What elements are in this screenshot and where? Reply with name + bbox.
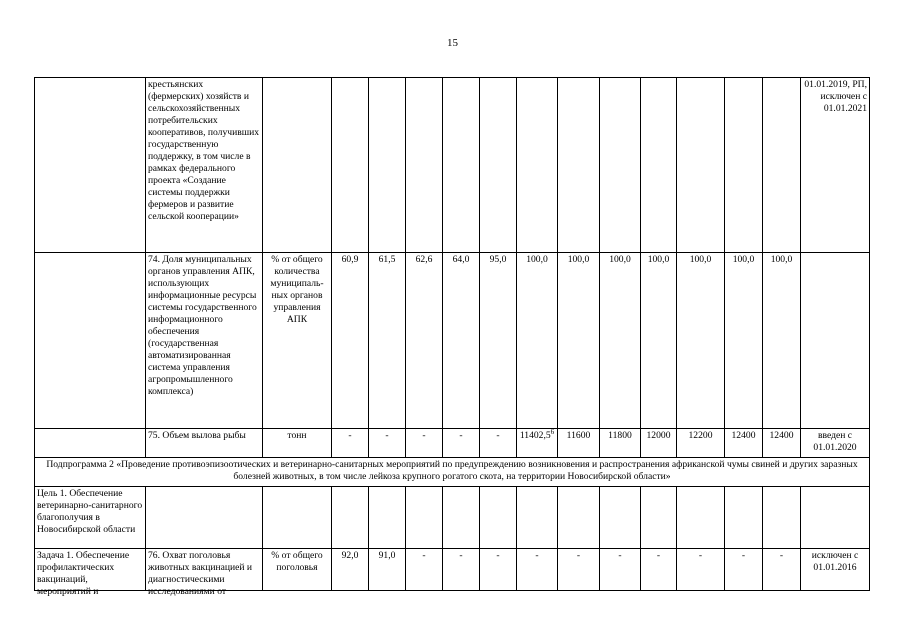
value-cell [332, 487, 369, 549]
value-cell: - [480, 429, 517, 458]
unit-cell: % от общего количества муниципаль-ных органов управления АПК [263, 253, 332, 429]
note-cell: введен с 01.01.2020 [801, 429, 870, 458]
value-cell [763, 487, 801, 549]
note-cell: исключен с 01.01.2016 [801, 549, 870, 591]
table-row [35, 429, 870, 458]
subprogram-title: Подпрограмма 2 «Проведение противоэпизоотических и ветеринарно-санитарных мероприятий по предупреждению возникновения и распространения африканской чумы свиней и других заразных болезней животных, в том числе лейкоза крупного рогатого скота, на территории Новосибирской области» [35, 458, 870, 487]
unit-cell: % от общего поголовья [263, 549, 332, 591]
value-cell [369, 78, 406, 253]
value-cell [641, 78, 677, 253]
value-cell: - [763, 549, 801, 591]
value-cell: - [443, 429, 480, 458]
value-cell [725, 487, 763, 549]
value-cell: - [641, 549, 677, 591]
table-row [35, 549, 870, 591]
value-cell [558, 78, 600, 253]
value-cell [406, 78, 443, 253]
task-text: Задача 1. Обеспечение профилактических вакцинаций, мероприятий и [37, 550, 130, 597]
task-cell [35, 429, 146, 458]
value-cell: 100,0 [517, 253, 558, 429]
value-cell [480, 487, 517, 549]
value-cell: 100,0 [641, 253, 677, 429]
page-number: 15 [447, 37, 458, 49]
indicators-table [34, 77, 870, 597]
value-cell: - [480, 549, 517, 591]
task-cell [35, 78, 146, 253]
indicator-cell [146, 487, 263, 549]
subprogram-row [35, 458, 870, 487]
value-cell: - [406, 549, 443, 591]
value-cell: - [332, 429, 369, 458]
value-cell [517, 78, 558, 253]
table-row [35, 78, 870, 253]
value-cell: 12200 [677, 429, 725, 458]
value-cell [369, 487, 406, 549]
unit-cell: тонн [263, 429, 332, 458]
value-cell [517, 487, 558, 549]
value-cell [677, 487, 725, 549]
value-cell: - [600, 549, 641, 591]
indicator-cell: 74. Доля муниципальных органов управления АПК, использующих информационные ресурсы системы государственного информационного обеспечения (государственная автоматизированная система управления агропромышленного комплекса) [146, 253, 263, 429]
indicator-cell: 75. Объем вылова рыбы [146, 429, 263, 458]
value-cell: - [369, 429, 406, 458]
value-text: 11402,5 [519, 430, 551, 441]
value-cell [677, 78, 725, 253]
indicator-cell [146, 549, 263, 597]
value-cell: - [406, 429, 443, 458]
value-cell [641, 487, 677, 549]
value-cell: 62,6 [406, 253, 443, 429]
value-cell: 100,0 [558, 253, 600, 429]
value-cell: 12000 [641, 429, 677, 458]
value-cell [725, 78, 763, 253]
indicator-cell: крестьянских (фермерских) хозяйств и сельскохозяйственных потребительских кооперативов, получивших государственную поддержку, в том числе в рамках федерального проекта «Создание системы поддержки фермеров и развитие сельской кооперации» [146, 78, 263, 253]
unit-cell [263, 487, 332, 549]
note-cell [801, 487, 870, 549]
task-cell [35, 253, 146, 429]
goal-cell: Цель 1. Обеспечение ветеринарно-санитарного благополучия в Новосибирской области [35, 487, 146, 549]
note-cell [801, 253, 870, 429]
value-cell: 100,0 [600, 253, 641, 429]
value-cell: 11600 [558, 429, 600, 458]
value-cell: 11800 [600, 429, 641, 458]
value-cell: 12400 [725, 429, 763, 458]
value-cell: - [725, 549, 763, 591]
task-cell [35, 549, 146, 597]
value-cell: 92,0 [332, 549, 369, 591]
value-cell: 100,0 [725, 253, 763, 429]
value-cell: 100,0 [677, 253, 725, 429]
value-cell [558, 487, 600, 549]
table-row [35, 253, 870, 429]
value-cell [763, 78, 801, 253]
value-cell [406, 487, 443, 549]
value-cell: 64,0 [443, 253, 480, 429]
unit-cell [263, 78, 332, 253]
value-cell: 12400 [763, 429, 801, 458]
value-cell [600, 487, 641, 549]
value-cell: 100,0 [763, 253, 801, 429]
value-cell: - [677, 549, 725, 591]
value-cell: 95,0 [480, 253, 517, 429]
value-cell: - [558, 549, 600, 591]
value-cell: 60,9 [332, 253, 369, 429]
value-cell: - [443, 549, 480, 591]
note-cell: 01.01.2019, РП, исключен с 01.01.2021 [801, 78, 870, 253]
footnote-mark: 6 [550, 427, 555, 436]
value-cell [480, 78, 517, 253]
indicator-text: 76. Охват поголовья животных вакцинацией и диагностическими исследованиями от [148, 550, 253, 597]
value-cell [600, 78, 641, 253]
table-row [35, 487, 870, 549]
value-cell [443, 487, 480, 549]
value-cell [332, 78, 369, 253]
value-cell: 61,5 [369, 253, 406, 429]
value-cell: - [517, 549, 558, 591]
value-cell: 91,0 [369, 549, 406, 591]
value-cell [443, 78, 480, 253]
value-cell [517, 429, 558, 458]
